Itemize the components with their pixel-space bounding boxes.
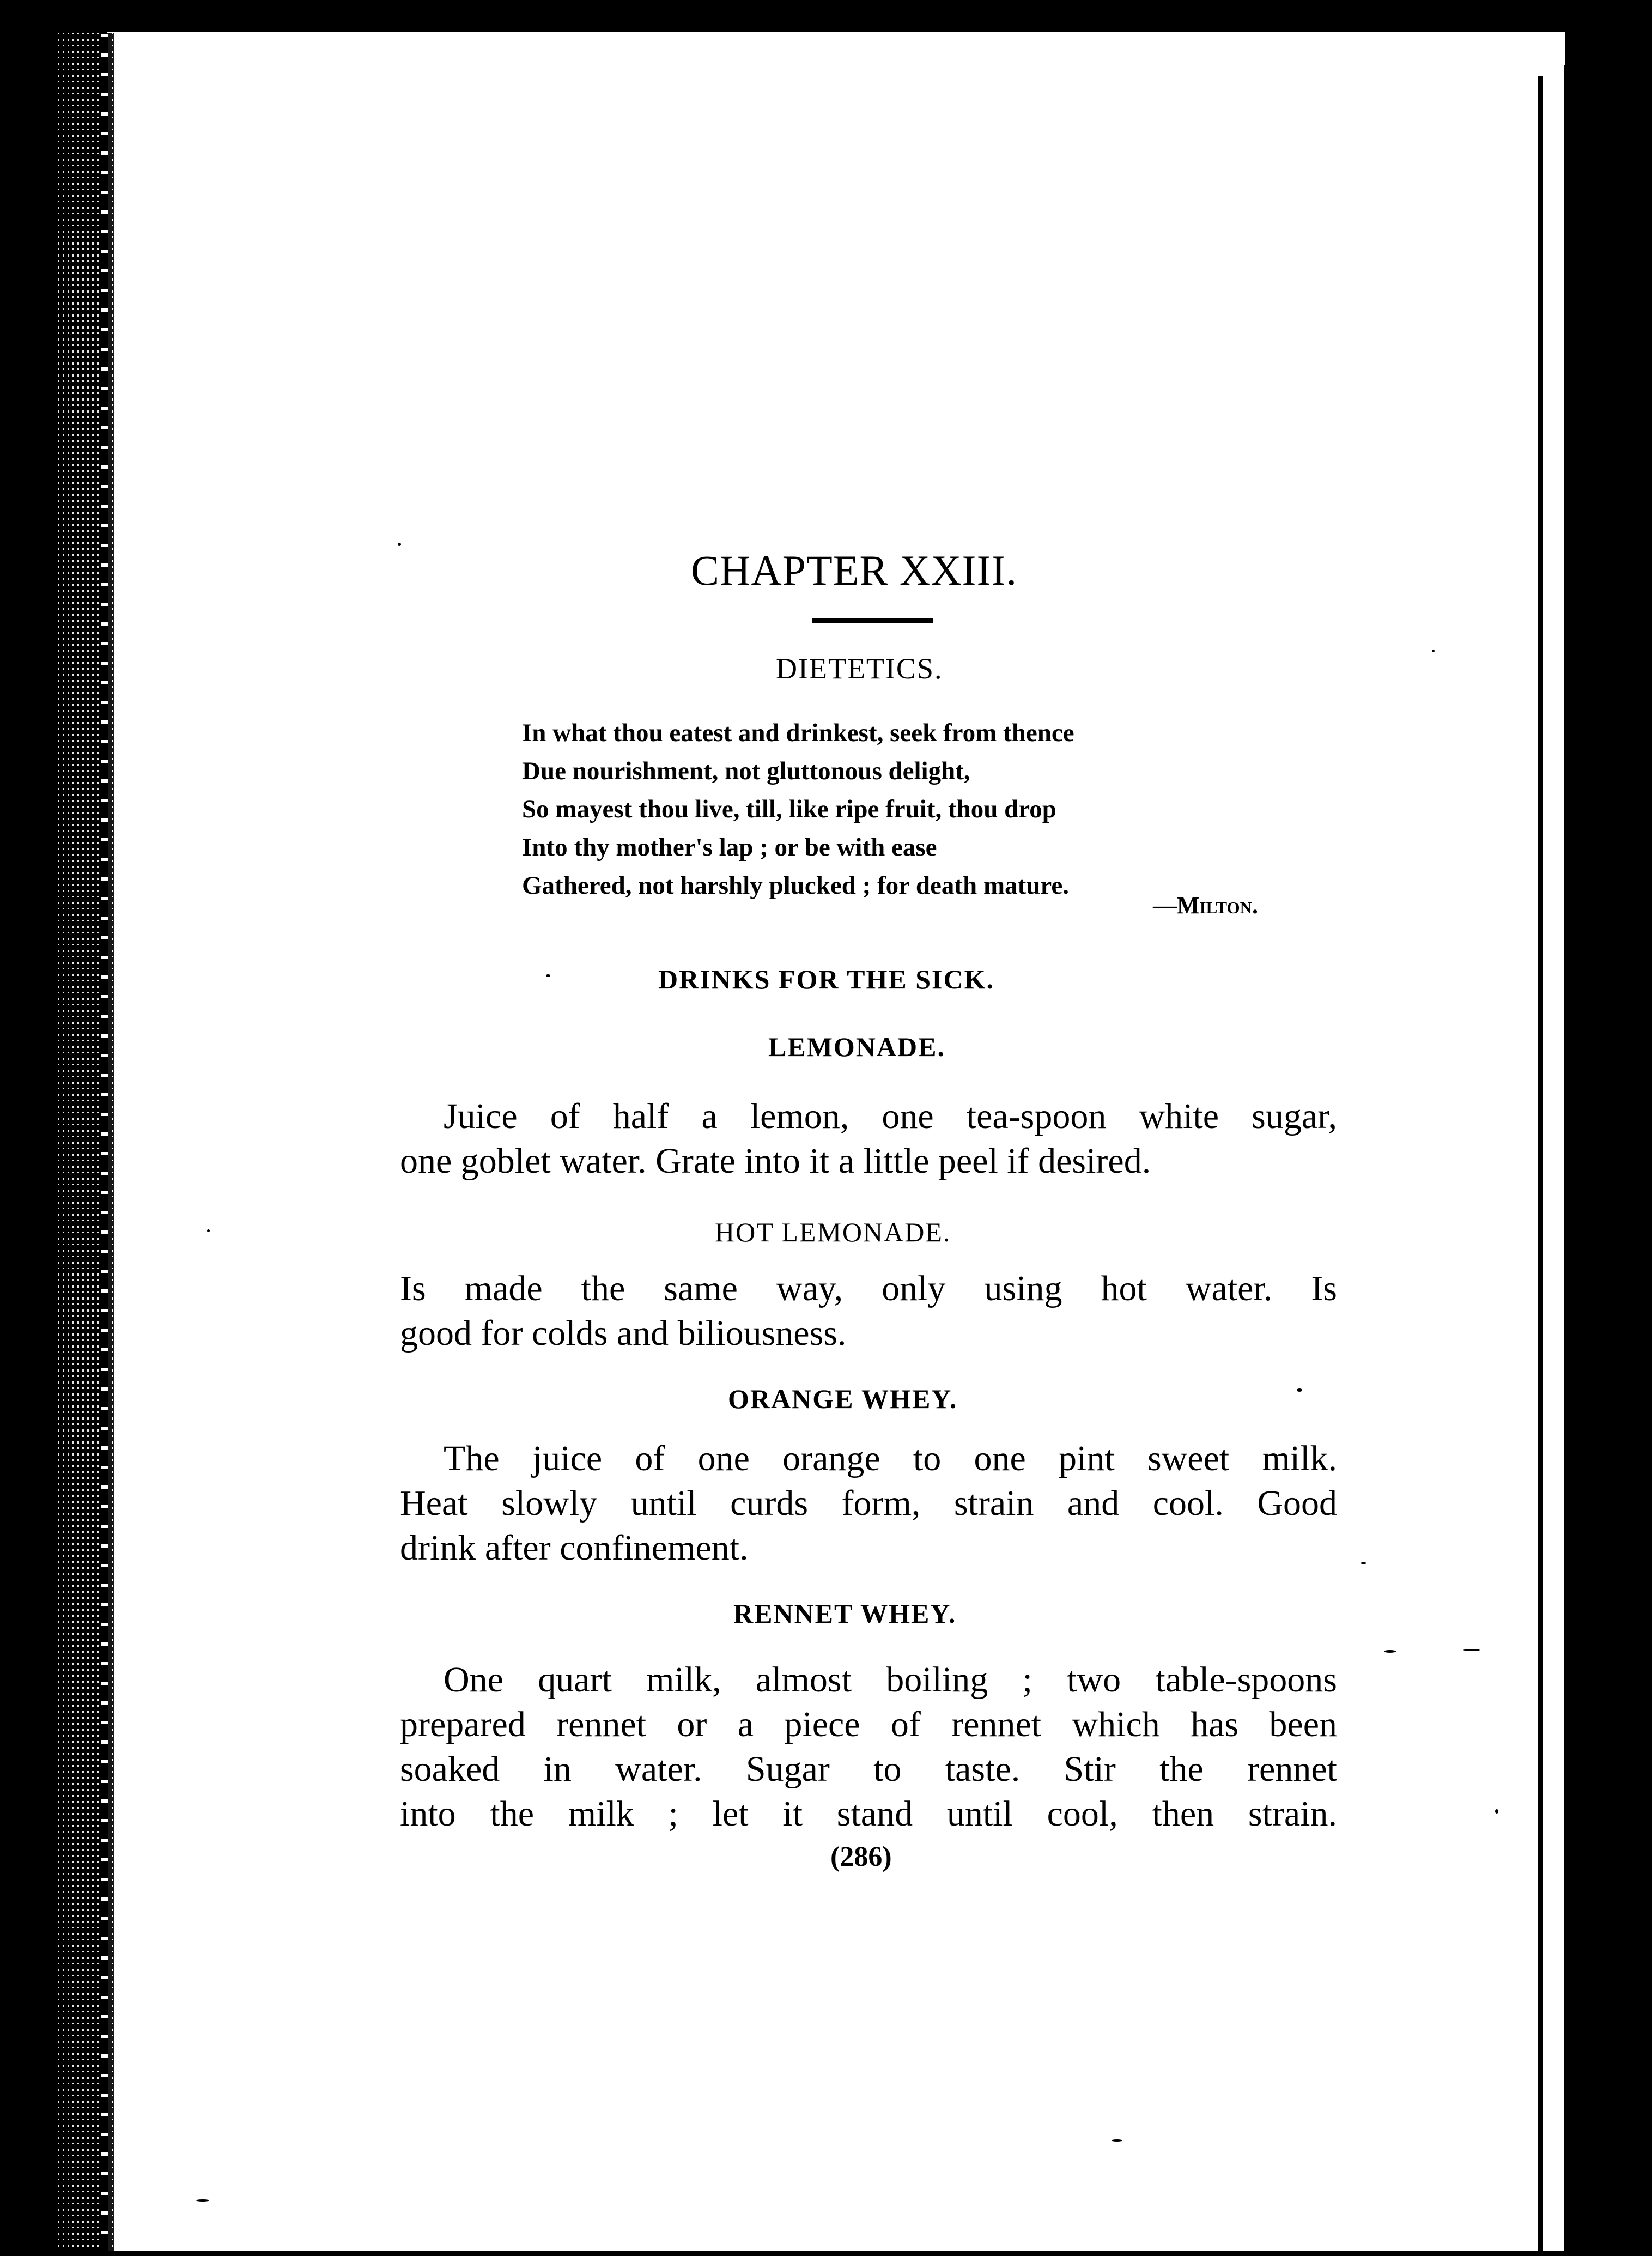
recipe-text-hot-lemonade [400,1266,1337,1356]
recipe-heading-lemonade: LEMONADE. [768,1032,945,1062]
chapter-subject: DIETETICS. [776,652,943,685]
recipe-line: into the milk ; let it stand until cool, then strain. [400,1794,1337,1834]
scan-speck [1361,1562,1366,1564]
scan-speck [1297,1388,1302,1392]
scan-speck [1495,1809,1498,1814]
scan-speck [1432,650,1435,652]
recipe-line: Heat slowly until curds form, strain and cool. Good [400,1483,1337,1523]
right-binding-bar [1564,65,1652,2256]
recipe-text-orange-whey [400,1436,1337,1570]
epigraph-line: Due nourishment, not gluttonous delight, [522,757,970,785]
recipe-text-lemonade [400,1094,1337,1184]
right-page-edge [1538,76,1543,2251]
recipe-heading-rennet-whey: RENNET WHEY. [733,1598,957,1629]
scan-speck [196,2199,209,2202]
recipe-line: drink after confinement. [400,1528,749,1568]
section-heading: DRINKS FOR THE SICK. [658,964,994,994]
recipe-line: prepared rennet or a piece of rennet which has been [400,1705,1337,1744]
epigraph-attribution: —Milton. [1153,892,1259,919]
scan-speck [546,974,550,977]
recipe-text-rennet-whey [400,1658,1337,1836]
recipe-line: Is made the same way, only using hot water. Is [400,1269,1337,1308]
left-page-edge [101,33,108,2251]
epigraph-line: In what thou eatest and drinkest, seek from thence [522,719,1074,747]
recipe-line: good for colds and biliousness. [400,1313,847,1353]
recipe-line: The juice of one orange to one pint sweet milk. [444,1439,1337,1478]
recipe-line: Juice of half a lemon, one tea-spoon white sugar, [444,1096,1337,1136]
scan-speck [1112,2139,1122,2142]
page-number: (286) [830,1841,892,1872]
recipe-line: One quart milk, almost boiling ; two table-spoons [444,1660,1337,1700]
scan-speck [207,1229,210,1232]
scan-speck [1384,1650,1396,1653]
scan-speck [398,543,401,546]
epigraph-line: So mayest thou live, till, like ripe fruit, thou drop [522,795,1056,823]
epigraph-line: Gathered, not harshly plucked ; for death mature. [522,871,1070,900]
recipe-line: soaked in water. Sugar to taste. Stir the rennet [400,1749,1337,1789]
scan-speck [1463,1649,1480,1651]
epigraph [522,714,1074,905]
chapter-divider [812,618,933,623]
chapter-title: CHAPTER XXIII. [691,547,1017,594]
epigraph-line: Into thy mother's lap ; or be with ease [522,833,937,862]
recipe-line: one goblet water. Grate into it a little peel if desired. [400,1141,1151,1181]
recipe-heading-hot-lemonade: HOT LEMONADE. [715,1217,951,1247]
recipe-heading-orange-whey: ORANGE WHEY. [728,1384,958,1414]
